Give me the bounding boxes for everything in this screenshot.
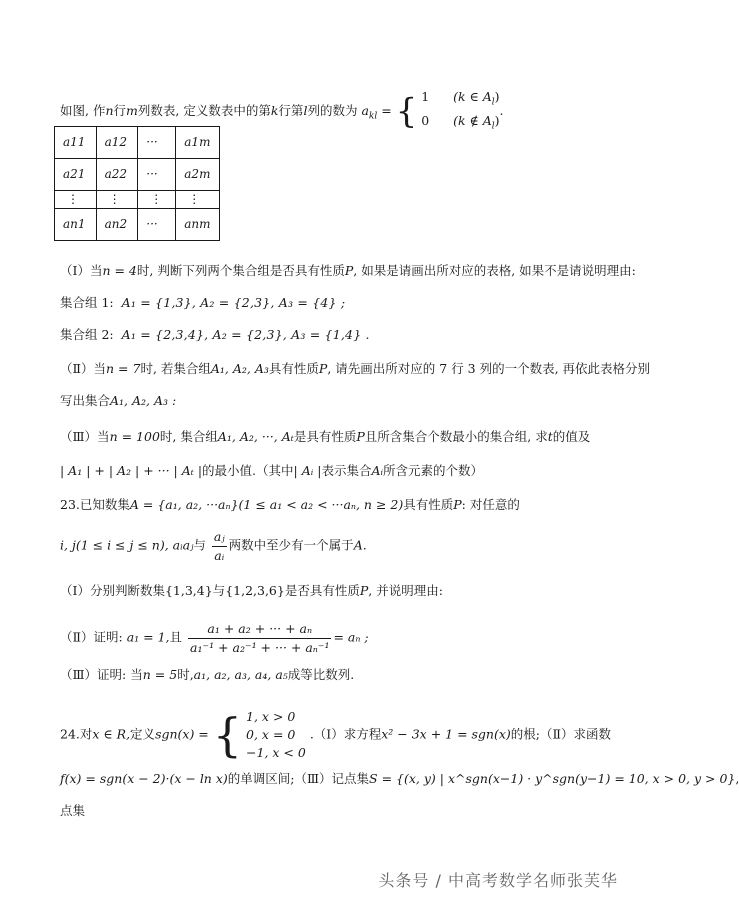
q23-part2: （Ⅱ）证明: a₁ = 1,且 $\frac{\text{a₁ + a₂ + ··· + aₙ}}{\text{a₁⁻¹ + a₂⁻¹ + ··· + aₙ⁻¹}}$ = aₙ ;	[60, 621, 369, 655]
q22-part3-line2: | A₁ | + | A₂ | + ··· | Aₜ |的最小值.（其中| Aᵢ |表示集合Aᵢ所含元素的个数）	[60, 463, 484, 478]
q22-part2-line2: 写出集合A₁, A₂, A₃ :	[60, 393, 177, 408]
q22-part2: （Ⅱ）当n = 7时, 若集合组A₁, A₂, A₃具有性质P, 请先画出所对应的 7 行 3 列的一个数表, 再依此表格分别	[60, 361, 651, 376]
table-row: a11 a12 ··· a1m	[55, 127, 220, 159]
proof-fraction: $\frac{\text{a₁ + a₂ + ··· + aₙ}}{\text{a₁⁻¹ + a₂⁻¹ + ··· + aₙ⁻¹}}$	[190, 621, 330, 655]
sgn-brace: {	[212, 708, 243, 762]
q22-part3: （Ⅲ）当n = 100时, 集合组A₁, A₂, ···, Aₜ是具有性质P且所含集合个数最小的集合组, 求t的值及	[60, 429, 591, 444]
definition-cases: 1 (k ∈ $A_l$) 0 (k ∉ $A_l$)	[421, 89, 500, 131]
ratio-fraction: $\frac{\text{aⱼ}}{\text{aᵢ}}$	[213, 529, 225, 563]
table-row: an1 an2 ··· anm	[55, 208, 220, 240]
q23-part1: （Ⅰ）分别判断数集{1,3,4}与{1,2,3,6}是否具有性质P, 并说明理由:	[60, 583, 443, 598]
table-row: ⋮ ⋮ ⋮ ⋮	[55, 191, 220, 209]
q23-part3: （Ⅲ）证明: 当n = 5时,a₁, a₂, a₃, a₄, a₅成等比数列.	[60, 667, 355, 682]
table-row: a21 a22 ··· a2m	[55, 159, 220, 191]
a-kl-symbol: $a_{kl}$	[361, 103, 378, 122]
q22-group1: 集合组 1: A₁ = {1,3}, A₂ = {2,3}, A₃ = {4} ;	[60, 295, 346, 310]
q24-line2: f(x) = sgn(x − 2)·(x − ln x)的单调区间;（Ⅲ）记点集S = {(x, y) | x^sgn(x−1) · y^sgn(y−1) = 10, x > 0, y > 0},	[60, 771, 739, 786]
q22-part1: （Ⅰ）当n = 4时, 判断下列两个集合组是否具有性质P, 如果是请画出所对应的表格, 如果不是请说明理由:	[60, 263, 636, 278]
watermark: 头条号 / 中高考数学名师张芙华	[378, 871, 618, 890]
left-brace: {	[395, 91, 418, 132]
q23-stem: 23.已知数集A = {a₁, a₂, ···aₙ}(1 ≤ a₁ < a₂ < ···aₙ, n ≥ 2)具有性质P: 对任意的	[60, 497, 520, 512]
sgn-cases: 1, x > 0 0, x = 0 −1, x < 0	[246, 709, 306, 760]
intro-line: 如图, 作n行m列数表, 定义数表中的第k行第l列的数为 $a_{kl}$ = { 1 (k ∈ $A_l$) 0 (k ∉ $A_l$) .	[60, 88, 504, 135]
q24-stem: 24.对x ∈ R,定义sgn(x) = { 1, x > 0 0, x = 0 −1, x < 0 .（Ⅰ）求方程x² − 3x + 1 = sgn(x)的根;（Ⅱ）求函数	[60, 708, 612, 762]
matrix-table	[54, 126, 220, 241]
q24-line3: 点集	[60, 803, 86, 818]
q23-stem-line2: i, j(1 ≤ i ≤ j ≤ n), aᵢaⱼ与 $\frac{\text{aⱼ}}{\text{aᵢ}}$ 两数中至少有一个属于A.	[60, 529, 367, 563]
q22-group2: 集合组 2: A₁ = {2,3,4}, A₂ = {2,3}, A₃ = {1,4} .	[60, 327, 370, 342]
